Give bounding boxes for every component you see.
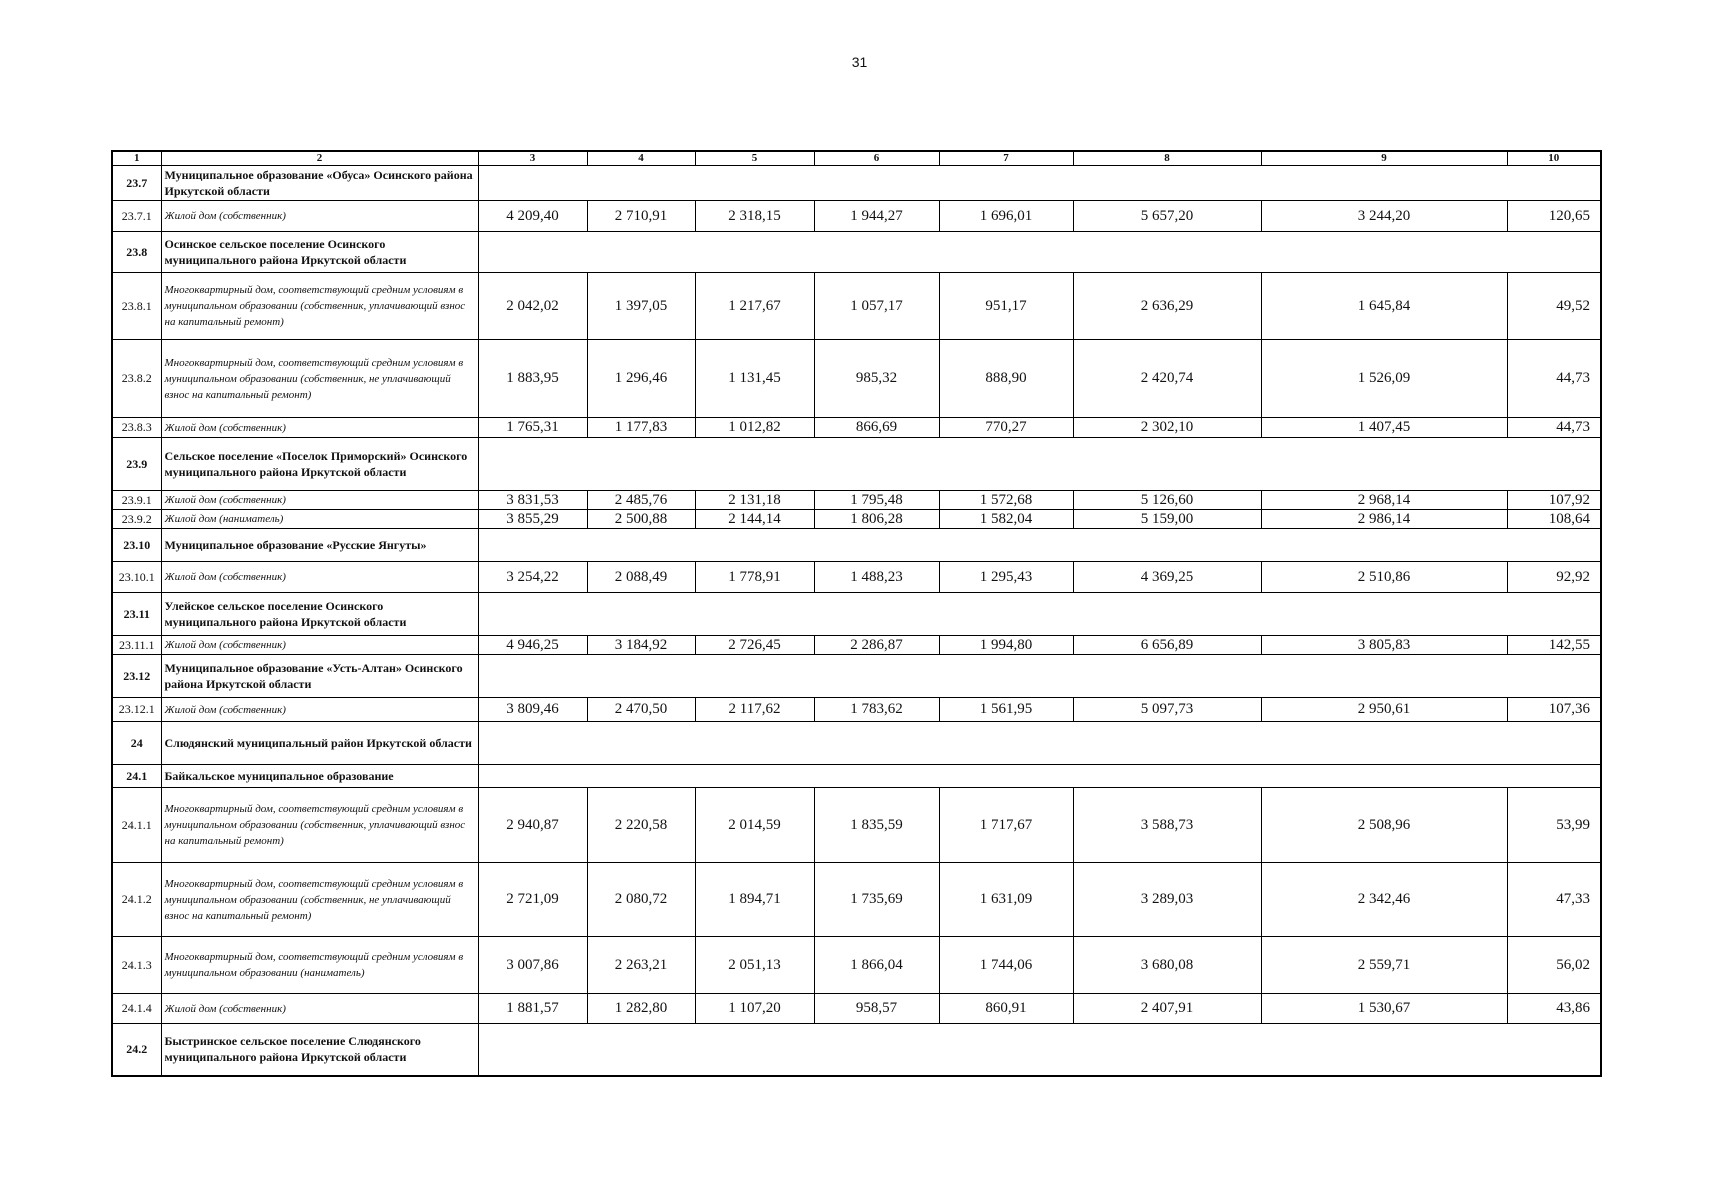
value-cell: 2 500,88 [587,510,695,529]
section-filler [478,232,1601,273]
section-filler [478,438,1601,491]
value-cell: 888,90 [939,340,1073,418]
value-cell: 3 809,46 [478,698,587,722]
value-cell: 44,73 [1507,418,1601,438]
value-cell: 2 014,59 [695,788,814,863]
value-cell: 120,65 [1507,201,1601,232]
section-name: Сельское поселение «Поселок Приморский» Осинского муниципального района Иркутской области [161,438,478,491]
table-row [112,491,1601,510]
housing-type: Многоквартирный дом, соответствующий средним условиям в муниципальном образовании (собственник, уплачивающий взнос на капитальный ремонт) [161,788,478,863]
row-number: 24.1.2 [112,863,161,937]
value-cell: 3 588,73 [1073,788,1261,863]
value-cell: 2 302,10 [1073,418,1261,438]
value-cell: 5 657,20 [1073,201,1261,232]
housing-type: Многоквартирный дом, соответствующий средним условиям в муниципальном образовании (собственник, не уплачивающий взнос на капитальный ремонт) [161,340,478,418]
value-cell: 44,73 [1507,340,1601,418]
row-number: 23.10.1 [112,562,161,593]
value-cell: 4 369,25 [1073,562,1261,593]
housing-type: Жилой дом (собственник) [161,698,478,722]
value-cell: 770,27 [939,418,1073,438]
value-cell: 2 318,15 [695,201,814,232]
table-row [112,937,1601,994]
row-number: 24.1 [112,765,161,788]
value-cell: 1 994,80 [939,636,1073,655]
section-row [112,438,1601,491]
value-cell: 1 744,06 [939,937,1073,994]
housing-type: Многоквартирный дом, соответствующий средним условиям в муниципальном образовании (собственник, не уплачивающий взнос на капитальный ремонт) [161,863,478,937]
section-name: Байкальское муниципальное образование [161,765,478,788]
row-number: 23.8.3 [112,418,161,438]
value-cell: 1 631,09 [939,863,1073,937]
value-cell: 2 559,71 [1261,937,1507,994]
table-row [112,418,1601,438]
value-cell: 1 057,17 [814,273,939,340]
column-number: 3 [478,151,587,166]
value-cell: 1 696,01 [939,201,1073,232]
value-cell: 1 717,67 [939,788,1073,863]
table-row [112,788,1601,863]
value-cell: 47,33 [1507,863,1601,937]
value-cell: 1 407,45 [1261,418,1507,438]
value-cell: 2 510,86 [1261,562,1507,593]
table-row [112,562,1601,593]
value-cell: 1 645,84 [1261,273,1507,340]
column-number: 2 [161,151,478,166]
housing-type: Жилой дом (собственник) [161,418,478,438]
value-cell: 1 177,83 [587,418,695,438]
row-number: 24.1.3 [112,937,161,994]
value-cell: 1 530,67 [1261,994,1507,1024]
value-cell: 1 881,57 [478,994,587,1024]
value-cell: 1 572,68 [939,491,1073,510]
value-cell: 860,91 [939,994,1073,1024]
value-cell: 3 805,83 [1261,636,1507,655]
row-number: 24.2 [112,1024,161,1076]
row-number: 24.1.4 [112,994,161,1024]
value-cell: 985,32 [814,340,939,418]
value-cell: 3 254,22 [478,562,587,593]
table-row [112,201,1601,232]
value-cell: 2 042,02 [478,273,587,340]
section-row [112,655,1601,698]
table-row [112,273,1601,340]
column-number: 10 [1507,151,1601,166]
value-cell: 1 217,67 [695,273,814,340]
section-row [112,593,1601,636]
housing-type: Жилой дом (наниматель) [161,510,478,529]
section-name: Слюдянский муниципальный район Иркутской области [161,722,478,765]
section-filler [478,166,1601,201]
value-cell: 49,52 [1507,273,1601,340]
value-cell: 2 263,21 [587,937,695,994]
section-name: Муниципальное образование «Обуса» Осинского района Иркутской области [161,166,478,201]
section-filler [478,1024,1601,1076]
value-cell: 1 296,46 [587,340,695,418]
value-cell: 1 735,69 [814,863,939,937]
value-cell: 107,36 [1507,698,1601,722]
value-cell: 1 765,31 [478,418,587,438]
value-cell: 1 866,04 [814,937,939,994]
value-cell: 1 397,05 [587,273,695,340]
value-cell: 4 209,40 [478,201,587,232]
column-number: 9 [1261,151,1507,166]
value-cell: 2 220,58 [587,788,695,863]
value-cell: 108,64 [1507,510,1601,529]
value-cell: 1 488,23 [814,562,939,593]
value-cell: 2 407,91 [1073,994,1261,1024]
housing-type: Многоквартирный дом, соответствующий средним условиям в муниципальном образовании (собственник, уплачивающий взнос на капитальный ремонт) [161,273,478,340]
value-cell: 5 097,73 [1073,698,1261,722]
row-number: 23.12.1 [112,698,161,722]
column-number: 6 [814,151,939,166]
section-filler [478,529,1601,562]
value-cell: 2 117,62 [695,698,814,722]
section-name: Улейское сельское поселение Осинского муниципального района Иркутской области [161,593,478,636]
value-cell: 5 159,00 [1073,510,1261,529]
value-cell: 2 968,14 [1261,491,1507,510]
value-cell: 2 131,18 [695,491,814,510]
value-cell: 2 051,13 [695,937,814,994]
value-cell: 2 986,14 [1261,510,1507,529]
value-cell: 2 286,87 [814,636,939,655]
value-cell: 2 636,29 [1073,273,1261,340]
housing-type: Жилой дом (собственник) [161,201,478,232]
row-number: 23.9.2 [112,510,161,529]
section-row [112,765,1601,788]
row-number: 23.8 [112,232,161,273]
value-cell: 2 144,14 [695,510,814,529]
table-row [112,698,1601,722]
value-cell: 2 940,87 [478,788,587,863]
section-row [112,1024,1601,1076]
value-cell: 2 342,46 [1261,863,1507,937]
row-number: 23.8.2 [112,340,161,418]
value-cell: 958,57 [814,994,939,1024]
value-cell: 1 795,48 [814,491,939,510]
housing-type: Жилой дом (собственник) [161,636,478,655]
row-number: 24.1.1 [112,788,161,863]
value-cell: 3 855,29 [478,510,587,529]
section-row [112,232,1601,273]
column-number-row [112,151,1601,166]
value-cell: 5 126,60 [1073,491,1261,510]
value-cell: 2 508,96 [1261,788,1507,863]
value-cell: 1 894,71 [695,863,814,937]
value-cell: 2 420,74 [1073,340,1261,418]
section-filler [478,655,1601,698]
section-row [112,529,1601,562]
value-cell: 1 131,45 [695,340,814,418]
housing-type: Жилой дом (собственник) [161,562,478,593]
section-name: Быстринское сельское поселение Слюдянского муниципального района Иркутской области [161,1024,478,1076]
value-cell: 2 726,45 [695,636,814,655]
value-cell: 6 656,89 [1073,636,1261,655]
section-name: Муниципальное образование «Усть-Алтан» Осинского района Иркутской области [161,655,478,698]
value-cell: 107,92 [1507,491,1601,510]
value-cell: 2 485,76 [587,491,695,510]
page-number: 31 [851,54,868,70]
section-name: Муниципальное образование «Русские Янгуты» [161,529,478,562]
section-row [112,166,1601,201]
value-cell: 2 721,09 [478,863,587,937]
value-cell: 3 244,20 [1261,201,1507,232]
column-number: 7 [939,151,1073,166]
value-cell: 1 806,28 [814,510,939,529]
value-cell: 3 289,03 [1073,863,1261,937]
housing-type: Жилой дом (собственник) [161,994,478,1024]
column-number: 4 [587,151,695,166]
value-cell: 1 282,80 [587,994,695,1024]
table-row [112,863,1601,937]
value-cell: 1 783,62 [814,698,939,722]
row-number: 23.11 [112,593,161,636]
table-row [112,994,1601,1024]
value-cell: 2 950,61 [1261,698,1507,722]
value-cell: 2 080,72 [587,863,695,937]
value-cell: 2 470,50 [587,698,695,722]
value-cell: 92,92 [1507,562,1601,593]
value-cell: 1 012,82 [695,418,814,438]
column-number: 8 [1073,151,1261,166]
value-cell: 1 944,27 [814,201,939,232]
value-cell: 1 883,95 [478,340,587,418]
housing-type: Жилой дом (собственник) [161,491,478,510]
row-number: 23.8.1 [112,273,161,340]
value-cell: 3 680,08 [1073,937,1261,994]
section-filler [478,722,1601,765]
section-filler [478,593,1601,636]
row-number: 23.12 [112,655,161,698]
value-cell: 3 007,86 [478,937,587,994]
row-number: 23.10 [112,529,161,562]
value-cell: 1 778,91 [695,562,814,593]
value-cell: 1 561,95 [939,698,1073,722]
value-cell: 142,55 [1507,636,1601,655]
value-cell: 53,99 [1507,788,1601,863]
value-cell: 1 582,04 [939,510,1073,529]
value-cell: 56,02 [1507,937,1601,994]
row-number: 23.9.1 [112,491,161,510]
section-filler [478,765,1601,788]
value-cell: 4 946,25 [478,636,587,655]
column-number: 1 [112,151,161,166]
table-row [112,636,1601,655]
value-cell: 43,86 [1507,994,1601,1024]
section-name: Осинское сельское поселение Осинского муниципального района Иркутской области [161,232,478,273]
column-number: 5 [695,151,814,166]
value-cell: 1 295,43 [939,562,1073,593]
row-number: 23.11.1 [112,636,161,655]
row-number: 23.7.1 [112,201,161,232]
table-row [112,510,1601,529]
section-row [112,722,1601,765]
row-number: 23.9 [112,438,161,491]
row-number: 24 [112,722,161,765]
value-cell: 951,17 [939,273,1073,340]
value-cell: 2 088,49 [587,562,695,593]
value-cell: 1 835,59 [814,788,939,863]
housing-type: Многоквартирный дом, соответствующий средним условиям в муниципальном образовании (наниматель) [161,937,478,994]
value-cell: 1 526,09 [1261,340,1507,418]
row-number: 23.7 [112,166,161,201]
value-cell: 3 184,92 [587,636,695,655]
tariff-table [111,150,1602,1077]
value-cell: 1 107,20 [695,994,814,1024]
value-cell: 3 831,53 [478,491,587,510]
table-row [112,340,1601,418]
value-cell: 2 710,91 [587,201,695,232]
value-cell: 866,69 [814,418,939,438]
